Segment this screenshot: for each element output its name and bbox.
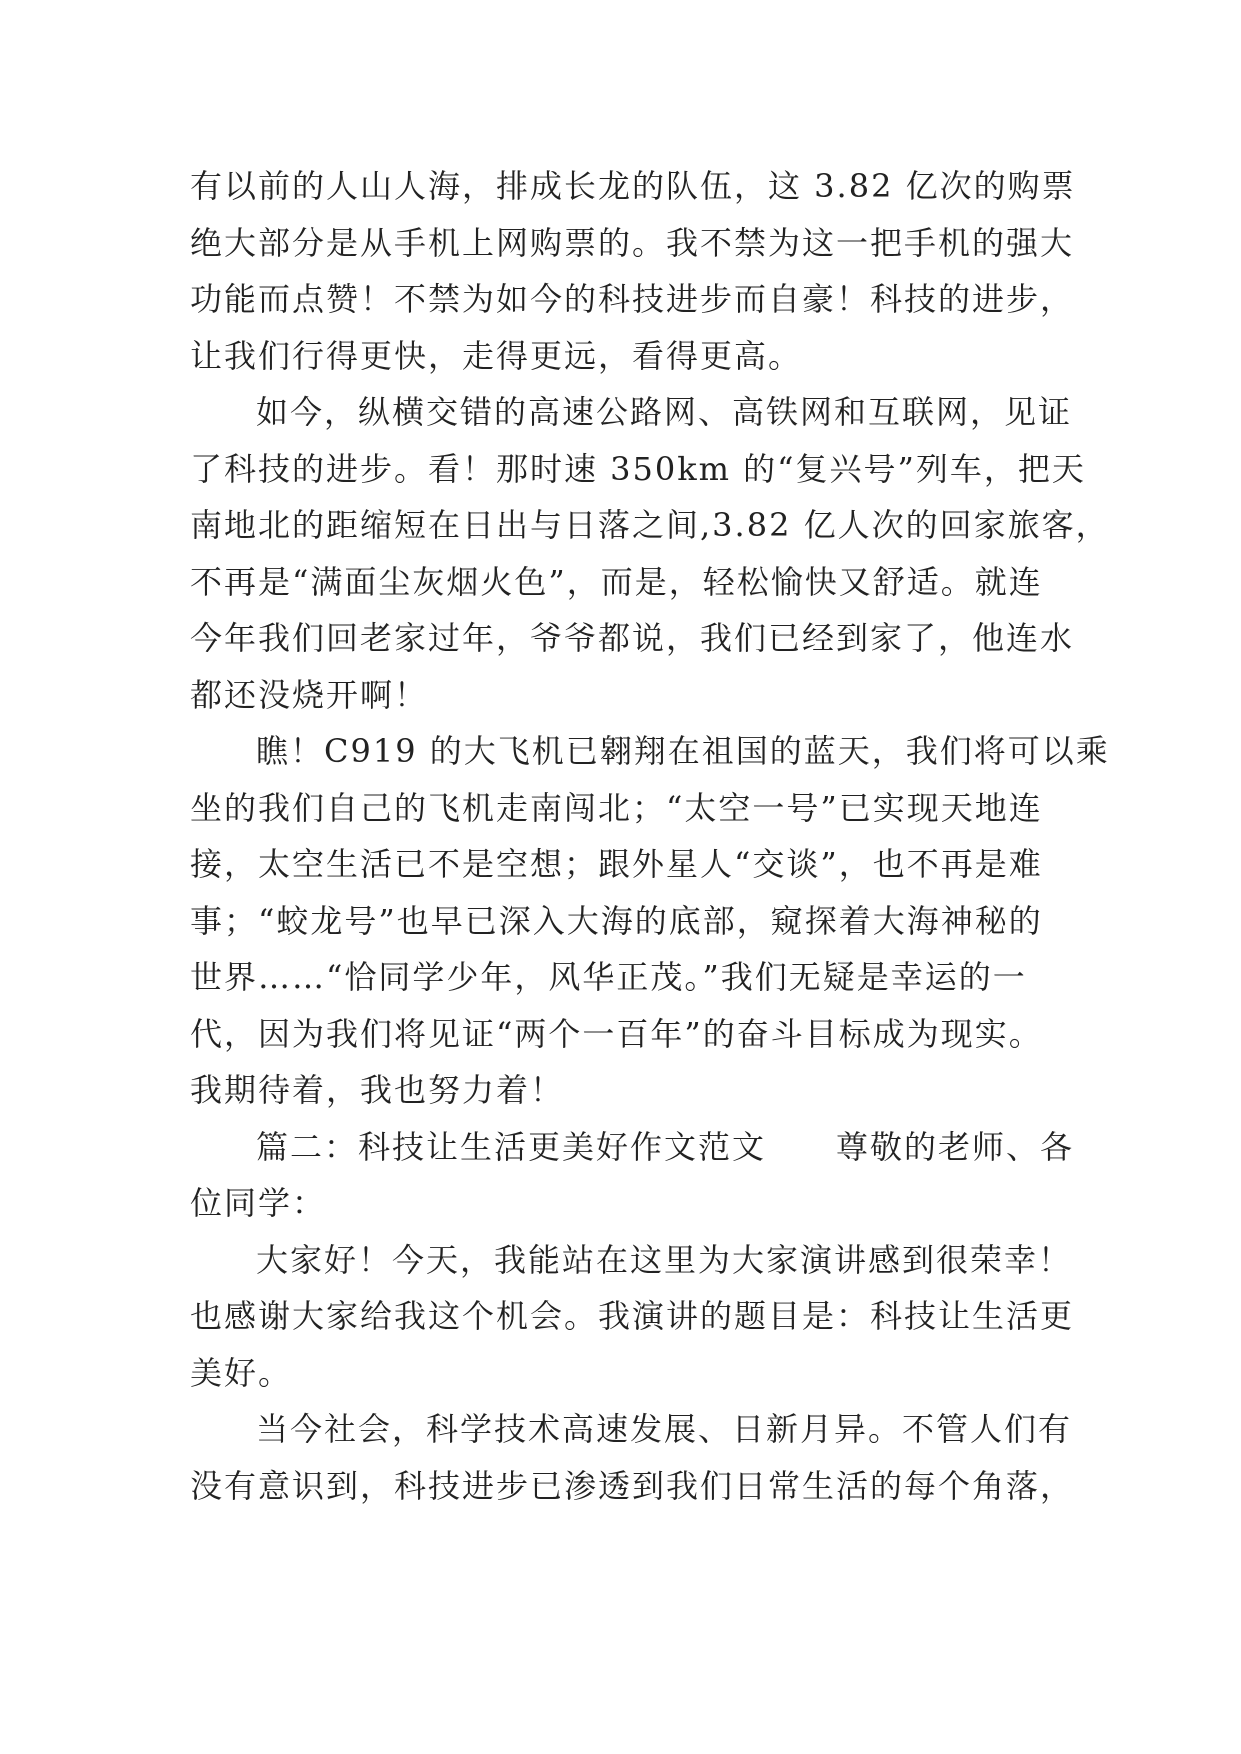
- text-line: 了科技的进步。看！那时速 350km 的“复兴号”列车，把天: [190, 449, 1086, 488]
- text-line: 位同学：: [190, 1184, 327, 1222]
- text-line: 坐的我们自己的飞机走南闯北；“太空一号”已实现天地连: [190, 788, 1043, 827]
- text-line: 事；“蛟龙号”也早已深入大海的底部，窥探着大海神秘的: [190, 901, 1043, 940]
- text-line: 让我们行得更快，走得更远，看得更高。: [190, 336, 803, 375]
- section-title: 篇二：科技让生活更美好作文范文: [256, 1127, 767, 1166]
- text-line: 我期待着，我也努力着！: [190, 1071, 565, 1109]
- text-line: 今年我们回老家过年，爷爷都说，我们已经到家了，他连水: [190, 619, 1075, 657]
- text-line: 不再是“满面尘灰烟火色”，而是，轻松愉快又舒适。就连: [190, 562, 1043, 601]
- text-line: 接，太空生活已不是空想；跟外星人“交谈”，也不再是难: [190, 845, 1043, 883]
- text-line: 都还没烧开啊！: [190, 675, 429, 714]
- text-line: 功能而点赞！不禁为如今的科技进步而自豪！科技的进步，: [190, 280, 1075, 318]
- text-line: 世界……“恰同学少年，风华正茂。”我们无疑是幸运的一: [190, 958, 1027, 996]
- text-line: 绝大部分是从手机上网购票的。我不禁为这一把手机的强大: [190, 223, 1075, 262]
- text-line: 美好。: [190, 1353, 293, 1392]
- document-body: [190, 158, 1110, 1514]
- text-line: 大家好！今天，我能站在这里为大家演讲感到很荣幸！: [256, 1240, 1073, 1279]
- text-line: 代，因为我们将见证“两个一百年”的奋斗目标成为现实。: [190, 1014, 1043, 1053]
- text-line: 如今，纵横交错的高速公路网、高铁网和互联网，见证: [256, 393, 1073, 431]
- section-heading-line: [190, 1119, 1074, 1176]
- text-line: 当今社会，科学技术高速发展、日新月异。不管人们有: [256, 1410, 1073, 1448]
- text-line: 没有意识到，科技进步已渗透到我们日常生活的每个角落，: [190, 1466, 1075, 1505]
- salutation-text: 尊敬的老师、各: [836, 1127, 1075, 1166]
- text-line: 南地北的距缩短在日出与日落之间,3.82 亿人次的回家旅客，: [190, 506, 1110, 544]
- text-line: 瞧！C919 的大飞机已翱翔在祖国的蓝天，我们将可以乘: [256, 732, 1110, 770]
- text-line: 也感谢大家给我这个机会。我演讲的题目是：科技让生活更: [190, 1297, 1075, 1335]
- text-line: 有以前的人山人海，排成长龙的队伍，这 3.82 亿次的购票: [190, 167, 1076, 205]
